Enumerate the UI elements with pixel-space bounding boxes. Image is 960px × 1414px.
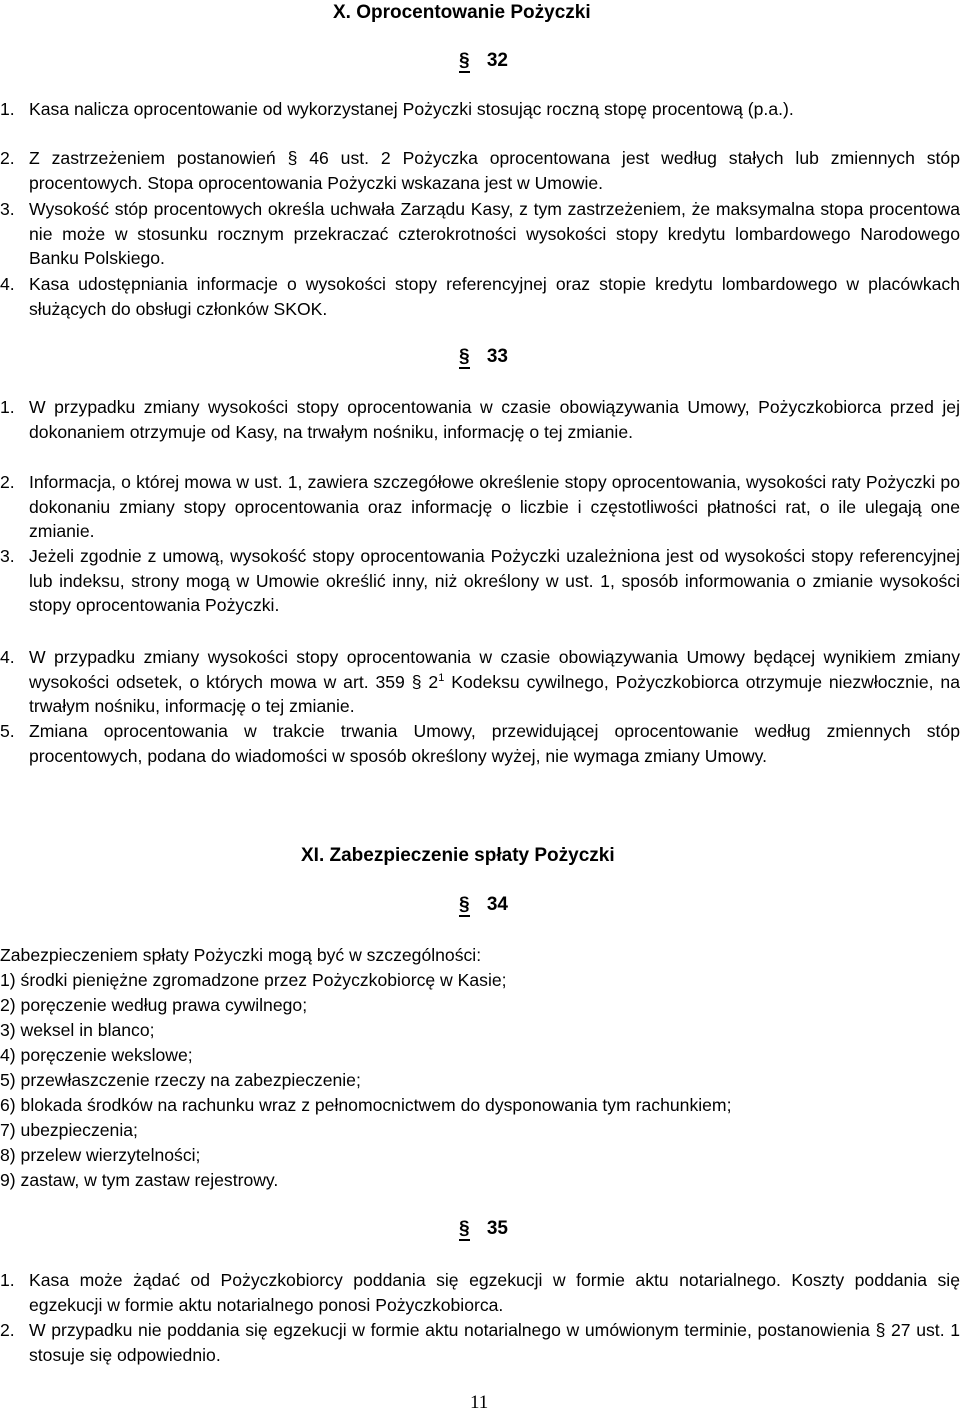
list-item	[0, 146, 960, 195]
item-text-part: W przypadku zmiany wysokości stopy oprocentowania w czasie obowiązywania Umowy będącej wynikiem zmiany wysokości odsetek, o których mowa w art. 359 § 2	[29, 647, 960, 692]
list-item: 9) zastaw, w tym zastaw rejestrowy.	[0, 1170, 279, 1190]
list-item	[0, 272, 960, 321]
item-text-part: Kodeksu cywilnego, Pożyczkobiorca otrzymuje niezwłocznie, na trwałym nośniku, informację o tej zmianie.	[29, 671, 960, 717]
list-item	[0, 97, 960, 122]
list-item	[0, 544, 960, 618]
page-number: 11	[470, 1392, 489, 1413]
list-item: 4) poręczenie wekslowe;	[0, 1045, 193, 1065]
item-text: Wysokość stóp procentowych określa uchwała Zarządu Kasy, z tym zastrzeżeniem, że maksymalna stopa procentowa nie może w stosunku rocznym przekraczać czterokrotności wysokości stopy kredytu lombardowego Narodowego Banku Polskiego.	[29, 199, 960, 269]
section-sign-icon: §	[459, 346, 470, 367]
paragraph-34-heading	[459, 894, 508, 916]
item-text: Jeżeli zgodnie z umową, wysokość stopy oprocentowania Pożyczki uzależniona jest od wysokości stopy referencyjnej lub indeksu, strony mogą w Umowie określić inny, niż określony w ust. 1, sposób informowania o zmianie wysokości stopy oprocentowania Pożyczki.	[29, 546, 960, 616]
item-text: W przypadku nie poddania się egzekucji w formie aktu notarialnego w umówionym terminie, postanowienia § 27 ust. 1 stosuje się odpowiednio.	[29, 1320, 960, 1365]
item-number: 2.	[0, 1320, 15, 1340]
list-item	[0, 719, 960, 768]
item-text: Z zastrzeżeniem postanowień § 46 ust. 2 Pożyczka oprocentowana jest według stałych lub zmiennych stóp procentowych. Stopa oprocentowania Pożyczki wskazana jest w Umowie.	[29, 148, 960, 193]
paragraph-35-heading	[459, 1218, 508, 1240]
list-item	[0, 1318, 960, 1367]
list-item	[0, 645, 960, 719]
list-item: 1) środki pieniężne zgromadzone przez Pożyczkobiorcę w Kasie;	[0, 970, 507, 990]
item-text	[29, 645, 960, 719]
paragraph-33-heading	[459, 346, 508, 368]
list-item	[0, 470, 960, 544]
paragraph-number: 32	[486, 50, 508, 71]
item-text: Kasa może żądać od Pożyczkobiorcy poddania się egzekucji w formie aktu notarialnego. Koszty poddania się egzekucji w formie aktu notarialnego ponosi Pożyczkobiorca.	[29, 1270, 960, 1315]
paragraph-number: 33	[486, 346, 508, 367]
item-text: Zmiana oprocentowania w trakcie trwania Umowy, przewidującej oprocentowanie według zmiennych stóp procentowych, podana do wiadomości w sposób określony wyżej, nie wymaga zmiany Umowy.	[29, 721, 960, 766]
paragraph-number: 35	[486, 1218, 508, 1239]
list-item: 7) ubezpieczenia;	[0, 1120, 138, 1140]
item-number: 3.	[0, 199, 15, 219]
item-number: 4.	[0, 274, 15, 294]
item-text: Kasa nalicza oprocentowanie od wykorzystanej Pożyczki stosując roczną stopę procentową (p.a.).	[29, 99, 794, 119]
item-text: Informacja, o której mowa w ust. 1, zawiera szczegółowe określenie stopy oprocentowania, wysokości raty Pożyczki po dokonaniu zmiany stopy oprocentowania oraz informację o liczbie i częstotliwości płatności rat, o ile ulegają one zmianie.	[29, 472, 960, 542]
list-item: 5) przewłaszczenie rzeczy na zabezpieczenie;	[0, 1070, 361, 1090]
section-sign-icon: §	[459, 894, 470, 915]
section-sign-icon: §	[459, 1218, 470, 1239]
item-number: 2.	[0, 472, 15, 492]
list-item: 3) weksel in blanco;	[0, 1020, 155, 1040]
list-item: 6) blokada środków na rachunku wraz z pełnomocnictwem do dysponowania tym rachunkiem;	[0, 1095, 732, 1115]
section-sign-icon: §	[459, 50, 470, 71]
security-intro: Zabezpieczeniem spłaty Pożyczki mogą być w szczególności:	[0, 945, 482, 965]
list-item	[0, 197, 960, 271]
list-item	[0, 1268, 960, 1317]
list-item: 2) poręczenie według prawa cywilnego;	[0, 995, 308, 1015]
list-item: 8) przelew wierzytelności;	[0, 1145, 201, 1165]
item-number: 1.	[0, 397, 15, 417]
item-number: 1.	[0, 99, 15, 119]
item-number: 5.	[0, 721, 15, 741]
item-number: 1.	[0, 1270, 15, 1290]
item-number: 3.	[0, 546, 15, 566]
paragraph-number: 34	[486, 894, 508, 915]
superscript: 1	[438, 671, 445, 684]
section-xi-title: XI. Zabezpieczenie spłaty Pożyczki	[301, 845, 615, 866]
section-x-title: X. Oprocentowanie Pożyczki	[333, 2, 591, 23]
list-item	[0, 395, 960, 444]
item-text: Kasa udostępniania informacje o wysokości stopy referencyjnej oraz stopie kredytu lombardowego w placówkach służących do obsługi członków SKOK.	[29, 274, 960, 319]
paragraph-32-heading	[459, 50, 508, 72]
item-text: W przypadku zmiany wysokości stopy oprocentowania w czasie obowiązywania Umowy, Pożyczkobiorca przed jej dokonaniem otrzymuje od Kasy, na trwałym nośniku, informację o tej zmianie.	[29, 397, 960, 442]
item-number: 4.	[0, 647, 15, 667]
item-number: 2.	[0, 148, 15, 168]
